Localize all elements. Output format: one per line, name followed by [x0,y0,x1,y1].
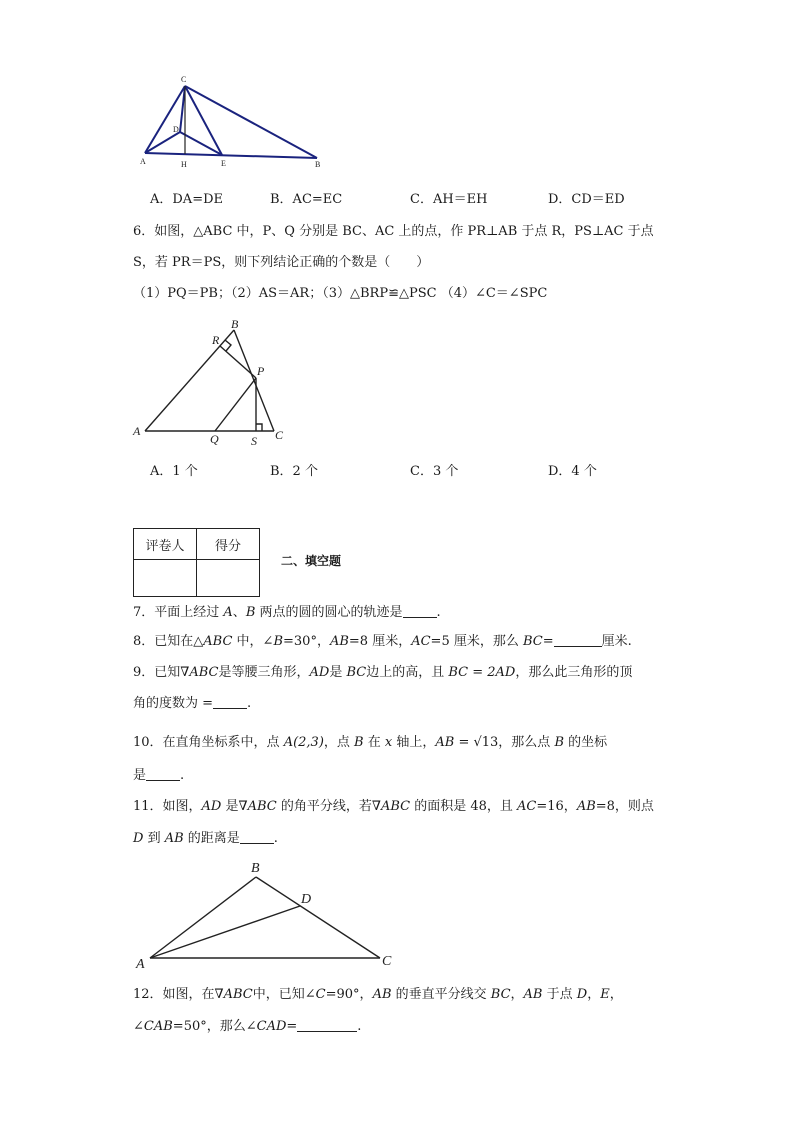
score-table-cell-score [197,560,260,597]
question-12-line2: ∠CAB=50°，那么∠CAD= . [133,1019,362,1034]
answer-blank[interactable] [297,1017,357,1032]
q5-option-a: A．DA=DE [150,192,224,207]
right-angle-s [256,424,262,431]
label-c: C [382,954,392,969]
q6-option-c: C．3 个 [410,464,459,479]
q5-option-c: C．AH＝EH [410,192,488,207]
question-10-line1: 10．在直角坐标系中，点 A(2,3)，点 B 在 x 轴上，AB = √13，那么点 B 的坐标 [133,735,608,750]
question-7: 7．平面上经过 A、B 两点的圆的圆心的轨迹是 . [133,605,441,620]
label-p: P [257,364,265,378]
edge-ab [145,153,317,158]
bisector-ad [150,906,300,958]
q5-option-b: B．AC=EC [270,192,343,207]
q6-line1: 6．如图，△ABC 中，P、Q 分别是 BC、AC 上的点，作 PR⊥AB 于点 R，PS⊥AC 于点 [133,224,654,239]
label-a: A [140,157,146,166]
label-r: R [212,333,220,347]
q6-option-a: A．1 个 [150,464,198,479]
answer-blank[interactable] [240,829,274,844]
q6-line3: （1）PQ＝PB；（2）AS＝AR；（3）△BRP≌△PSC （4）∠C＝∠SPC [133,286,548,301]
label-c: C [181,75,187,84]
answer-blank[interactable] [213,694,247,709]
q5-option-d: D．CD＝ED [548,192,625,207]
question-9-line1: 9．已知∇ABC是等腰三角形，AD是 BC边上的高，且 BC = 2AD，那么此三角形的顶 [133,665,633,680]
score-table-header-grader: 评卷人 [134,529,197,560]
answer-blank[interactable] [146,766,180,781]
question-11-line1: 11．如图，AD 是∇ABC 的角平分线，若∇ABC 的面积是 48，且 AC=16，AB=8，则点 [133,799,654,814]
edge-bc [256,877,380,958]
q6-option-d: D．4 个 [548,464,597,479]
section-title-fill-in: 二、填空题 [281,554,342,568]
label-h: H [181,160,187,169]
label-a: A [133,424,141,438]
label-b: B [315,160,321,169]
segment-pr [220,346,256,378]
score-table [133,528,260,597]
edge-ab [150,877,256,958]
right-angle-r [225,340,231,351]
label-s: S [251,434,257,447]
score-table-header-score: 得分 [197,529,260,560]
edge-ab [145,330,234,431]
q5-figure [135,72,335,172]
segment-pq [215,378,256,431]
q11-figure [128,855,408,975]
question-12-line1: 12．如图，在∇ABC中，已知∠C=90°，AB 的垂直平分线交 BC，AB 于点 D，E， [133,987,623,1002]
question-9-line2: 角的度数为 = . [133,696,252,711]
q6-option-b: B．2 个 [270,464,318,479]
label-a: A [136,957,145,972]
label-b: B [251,861,260,876]
answer-blank[interactable] [403,603,437,618]
label-c: C [275,428,284,442]
question-11-line2: D 到 AB 的距离是 . [133,831,278,846]
label-e: E [221,159,226,168]
label-d: D [173,125,179,134]
label-d: D [301,892,312,907]
edge-ac [145,86,185,153]
question-10-line2: 是 . [133,768,185,783]
label-b: B [231,317,239,331]
question-8: 8．已知在△ABC 中，∠B=30°，AB=8 厘米，AC=5 厘米，那么 BC= 厘米. [133,634,632,649]
q6-line2: S，若 PR＝PS，则下列结论正确的个数是（ ） [133,255,430,270]
q6-figure [128,312,298,447]
label-q: Q [210,432,219,446]
score-table-cell-grader [134,560,197,597]
answer-blank[interactable] [554,632,602,647]
